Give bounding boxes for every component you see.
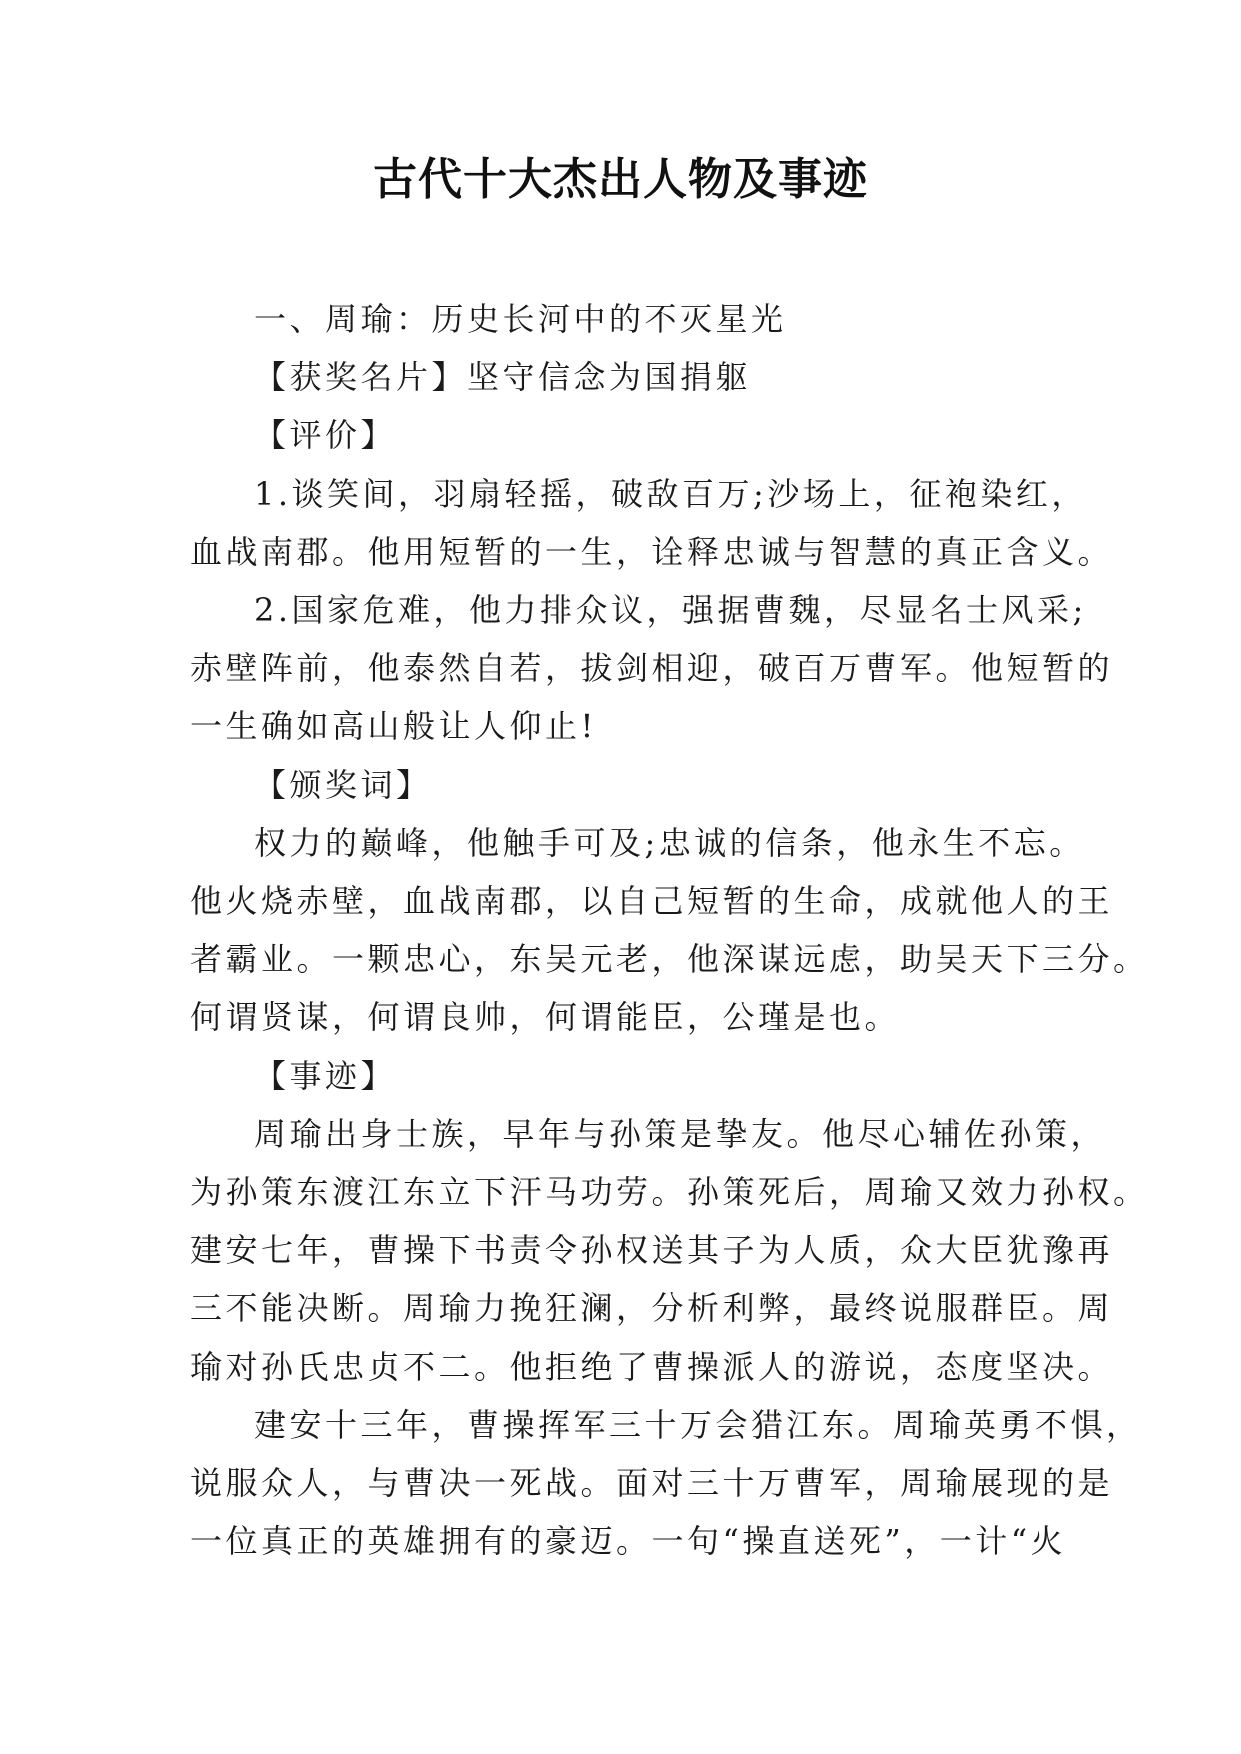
paragraph-line: 赤壁阵前，他泰然自若，拔剑相迎，破百万曹军。他短暂的 (190, 649, 1114, 688)
paragraph-line: 他火烧赤壁，血战南郡，以自己短暂的生命，成就他人的王 (190, 882, 1114, 921)
paragraph-line: 周瑜出身士族，早年与孙策是挚友。他尽心辅佐孙策， (254, 1114, 1107, 1153)
paragraph-line: 三不能决断。周瑜力挽狂澜，分析利弊，最终说服群臣。周 (190, 1289, 1114, 1328)
evaluation-label: 【评价】 (254, 416, 397, 455)
paragraph-line: 权力的巅峰，他触手可及;忠诚的信条，他永生不忘。 (254, 823, 1085, 862)
paragraph-line: 者霸业。一颗忠心，东吴元老，他深谋远虑，助吴天下三分。 (190, 940, 1149, 979)
paragraph-line: 一位真正的英雄拥有的豪迈。一句“操直送死”，一计“火 (190, 1522, 1067, 1561)
citation-label: 【颁奖词】 (254, 765, 432, 804)
paragraph-line: 血战南郡。他用短暂的一生，诠释忠诚与智慧的真正含义。 (190, 532, 1114, 571)
award-card-line: 【获奖名片】坚守信念为国捐躯 (254, 358, 752, 397)
paragraph-line: 说服众人，与曹决一死战。面对三十万曹军，周瑜展现的是 (190, 1464, 1114, 1503)
paragraph-line: 2.国家危难，他力排众议，强据曹魏，尽显名士风采; (254, 591, 1087, 630)
paragraph-line: 1.谈笑间，羽扇轻摇，破敌百万;沙场上，征袍染红， (254, 474, 1087, 513)
deeds-label: 【事迹】 (254, 1056, 397, 1095)
paragraph-line: 一生确如高山般让人仰止! (190, 707, 597, 746)
document-title: 古代十大杰出人物及事迹 (373, 154, 868, 205)
paragraph-line: 何谓贤谋，何谓良帅，何谓能臣，公瑾是也。 (190, 998, 901, 1037)
paragraph-line: 瑜对孙氏忠贞不二。他拒绝了曹操派人的游说，态度坚决。 (190, 1347, 1114, 1386)
paragraph-line: 为孙策东渡江东立下汗马功劳。孙策死后，周瑜又效力孙权。 (190, 1173, 1149, 1212)
paragraph-line: 建安七年，曹操下书责令孙权送其子为人质，众大臣犹豫再 (190, 1231, 1114, 1270)
paragraph-line: 建安十三年，曹操挥军三十万会猎江东。周瑜英勇不惧， (254, 1405, 1142, 1444)
section-heading: 一、周瑜：历史长河中的不灭星光 (254, 300, 787, 338)
document-body (190, 290, 1149, 1570)
